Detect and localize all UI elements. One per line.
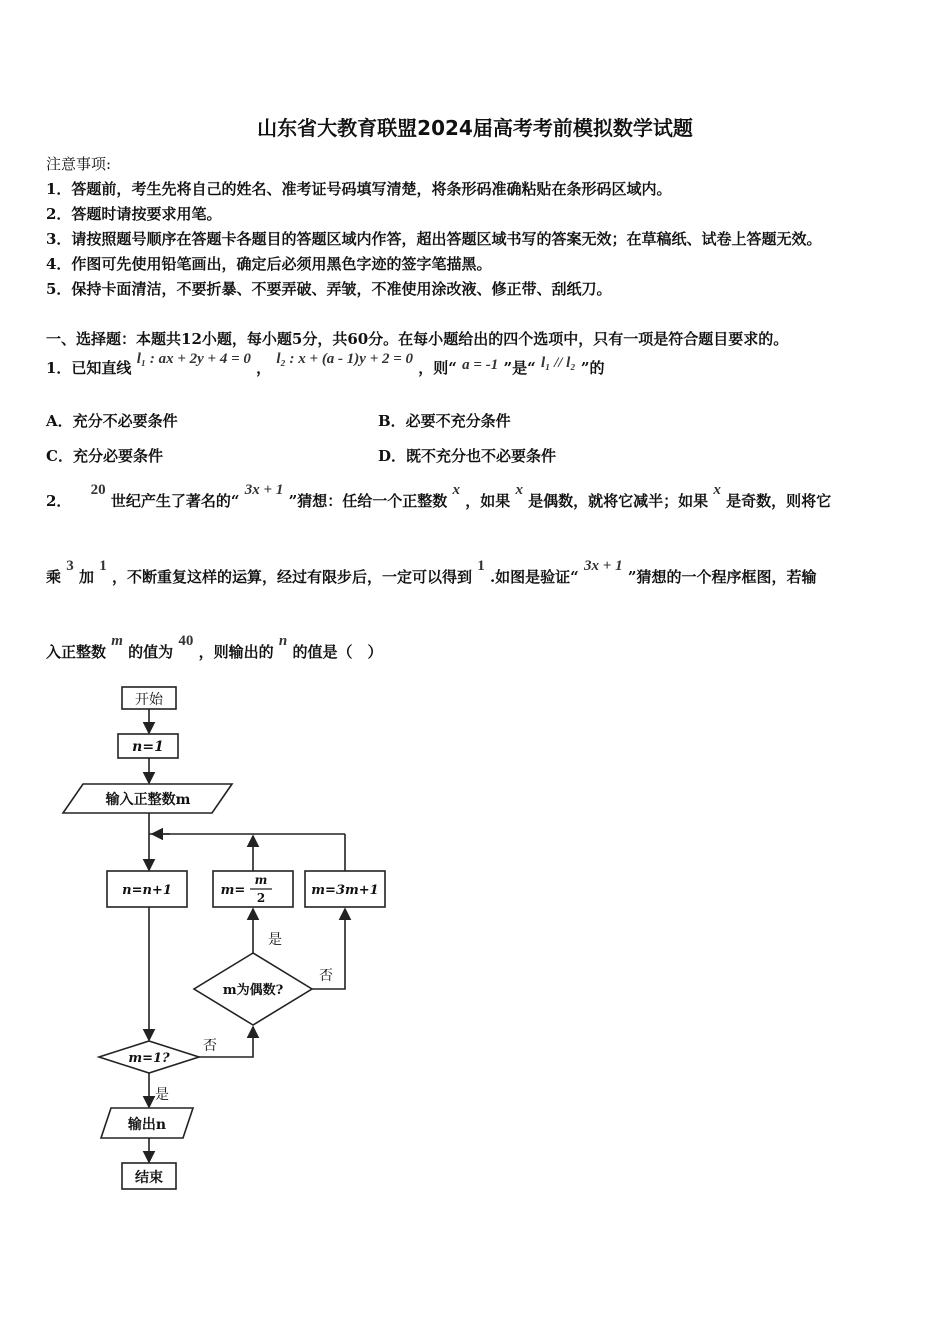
flow-step-n-label: n=n+1 — [122, 883, 172, 898]
flow-half-lhs: m= — [220, 883, 246, 898]
notice-item: 4．作图可先使用铅笔画出，确定后必须用黑色字迹的签字笔描黑。 — [46, 255, 492, 273]
notice-item: 2．答题时请按要求用笔。 — [46, 205, 222, 223]
q2-expression: 3x + 1 — [244, 482, 284, 498]
q2-number-40: 40 — [178, 633, 194, 649]
flow-no-one: 否 — [203, 1038, 217, 1054]
flow-no-even: 否 — [319, 968, 333, 984]
flow-start-label: 开始 — [135, 692, 163, 708]
q1-option-c: C．充分必要条件 — [46, 447, 163, 465]
q1-condition-2: l₁ // l₂ — [540, 355, 576, 371]
q2-var-x: x — [713, 482, 721, 498]
q2-number: 2． — [46, 492, 72, 510]
q2-text: 世纪产生了著名的“ — [110, 492, 240, 510]
q2-text: ，则输出的 — [198, 643, 274, 661]
page-title: 山东省大教育联盟2024届高考考前模拟数学试题 — [257, 116, 693, 140]
q2-text: 是奇数，则将它 — [726, 492, 832, 510]
q1-line-l1: l₁ : ax + 2y + 4 = 0 — [136, 351, 251, 367]
q2-text: ”猜想的一个程序框图，若输 — [627, 568, 817, 586]
q2-text: .如图是验证“ — [489, 568, 579, 586]
q2-number-3: 3 — [66, 558, 74, 574]
notice-item: 1．答题前，考生先将自己的姓名、准考证号码填写清楚，将条形码准确粘贴在条形码区域内。 — [46, 180, 672, 198]
notice-item: 5．保持卡面清洁，不要折暴、不要弄破、弄皱，不准使用涂改液、修正带、刮纸刀。 — [46, 280, 612, 298]
flow-m1-label: m=1? — [128, 1051, 170, 1066]
q1-condition-1: a = -1 — [462, 357, 499, 373]
q1-end: ”的 — [580, 359, 605, 377]
q2-number-1: 1 — [477, 558, 485, 574]
q2-text: ，如果 — [465, 492, 511, 510]
q2-number-1: 1 — [99, 558, 107, 574]
q2-text: 是偶数，就将它减半；如果 — [528, 492, 709, 510]
flow-yes-even: 是 — [268, 932, 282, 948]
q1-option-a: A．充分不必要条件 — [46, 412, 178, 430]
notice-item: 3．请按照题号顺序在答题卡各题目的答题区域内作答，超出答题区域书写的答案无效；在草稿纸、试卷上答题无效。 — [46, 230, 822, 248]
flow-half-numerator: m — [254, 873, 268, 887]
q1-prefix: 1．已知直线 — [46, 359, 132, 377]
q2-var-m: m — [111, 633, 123, 649]
q1-option-b: B．必要不充分条件 — [378, 412, 511, 430]
q1-line-l2: l₂ : x + (a - 1)y + 2 = 0 — [276, 351, 414, 367]
q2-text: 的值为 — [128, 643, 174, 661]
flow-end-label: 结束 — [135, 1170, 163, 1186]
notice-heading: 注意事项: — [46, 155, 112, 173]
q2-text: ，不断重复这样的运算，经过有限步后，一定可以得到 — [111, 568, 472, 586]
flow-output-label: 输出n — [127, 1117, 167, 1133]
q2-text: 加 — [78, 568, 94, 586]
flow-half-denominator: 2 — [256, 891, 266, 905]
q2-text: 入正整数 — [46, 643, 107, 661]
q1-mid2: ”是“ — [503, 359, 536, 377]
flow-input-label: 输入正整数m — [105, 792, 191, 808]
flow-odd-label: m=3m+1 — [311, 883, 379, 898]
q2-var-x: x — [515, 482, 523, 498]
section-heading: 一、选择题：本题共12小题，每小题5分，共60分。在每小题给出的四个选项中，只有一项是符合题目要求的。 — [46, 330, 789, 348]
q2-var-x: x — [452, 482, 460, 498]
q2-var-n: n — [278, 633, 288, 649]
q2-expression: 3x + 1 — [584, 558, 623, 574]
q1-option-d: D．既不充分也不必要条件 — [378, 447, 557, 465]
q2-text: ”猜想：任给一个正整数 — [288, 492, 448, 510]
q2-text: 的值是（ ） — [292, 643, 383, 661]
q2-text: 乘 — [46, 568, 62, 586]
q1-sep: ， — [256, 359, 272, 377]
flow-yes-one: 是 — [155, 1087, 169, 1103]
flow-even-label: m为偶数? — [222, 983, 284, 998]
flow-init-label: n=1 — [132, 739, 164, 755]
q1-mid: ，则“ — [418, 359, 457, 377]
q2-century: 20 — [90, 482, 106, 498]
